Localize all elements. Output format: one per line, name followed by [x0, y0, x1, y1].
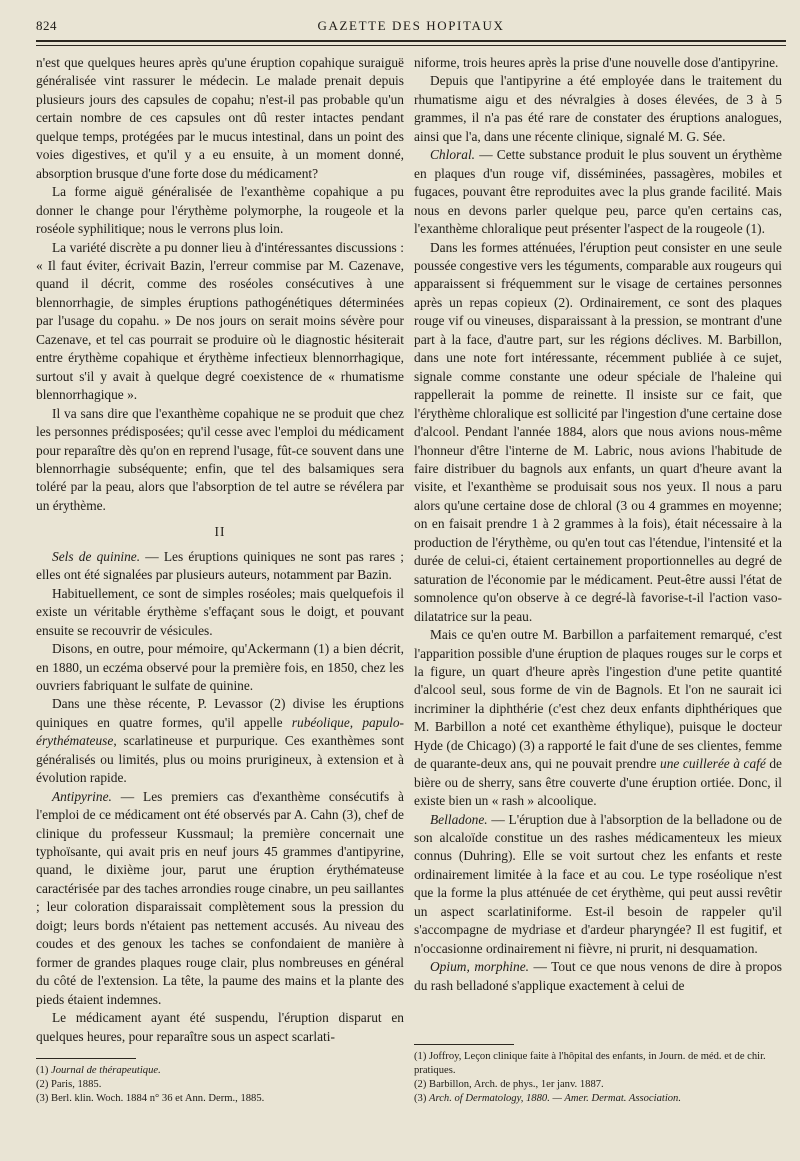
paragraph-text: , scarlatineuse et purpurique. Ces exanthèmes sont généralisés ou limités, plus ou moins prurigineux, à extension et à évolution rapide.	[36, 733, 404, 786]
footnote	[414, 1092, 782, 1106]
paragraph	[414, 811, 782, 959]
paragraph-title: Antipyrine.	[52, 788, 112, 804]
paragraph	[414, 626, 782, 811]
paragraph: La variété discrète a pu donner lieu à d'intéressantes discussions : « Il faut éviter, écrivait Bazin, l'erreur commise par M. Cazenave, quand il décrit, comme des roséoles consécutives à une blennorrhagie, de simples éruptions pathogénétiques déterminées par l'usage du copahu. » De nos jours on serait moins sévère pour Cazenave, et tel cas pourrait se produire où le diagnostic hésiterait entre érythème copahique et érythème infectieux blennorrhagique, surtout s'il y avait à quelque degré coexistence de « rhumatisme blennorrhagique ».	[36, 239, 404, 403]
italic-term: rubéolique, papulo-érythémateuse	[36, 714, 404, 749]
journal-title: GAZETTE DES HOPITAUX	[317, 18, 505, 33]
header-rule-thin	[36, 45, 786, 46]
footnote-rule	[414, 1044, 514, 1045]
paragraph-text: — Les éruptions quiniques ne sont pas rares ; elles ont été signalées par plusieurs auteurs, notamment par Bazin.	[36, 548, 404, 583]
section-heading: II	[214, 524, 226, 540]
footnote-text: Barbillon, Arch. de phys., 1er janv. 1887.	[429, 1079, 604, 1090]
paragraph-text: — Tout ce que nous venons de dire à propos du rash belladoné s'applique exactement à celui de	[414, 959, 782, 993]
footnote-number: (3)	[414, 1093, 430, 1104]
paragraph: Le médicament ayant été suspendu, l'éruption disparut en quelques heures, pour reparaître sous un aspect scarlati-	[36, 1010, 404, 1044]
paragraph: Disons, en outre, pour mémoire, qu'Ackermann (1) a bien décrit, en 1880, un eczéma observé pour la première fois, en 1850, chez les ouvriers fabriquant le sulfate de quinine.	[36, 641, 404, 693]
footnote-rule	[36, 1058, 136, 1059]
right-column	[414, 54, 782, 995]
footnote	[414, 1078, 782, 1092]
page-header	[36, 16, 786, 38]
header-rule-thick	[36, 40, 786, 42]
paragraph: Il va sans dire que l'exanthème copahique ne se produit que chez les personnes prédisposées; qu'il cesse avec l'emploi du médicament pour reparaître dès qu'on en reprend l'usage, fût-ce souvent dans une blennorrhagie subséquente; enfin, que tel des balsamiques sera toléré par la peau, alors que l'absorption de tel autre se révélera par un érythème.	[36, 405, 404, 513]
footnote	[36, 1078, 404, 1092]
paragraph	[36, 548, 404, 585]
left-column	[36, 54, 404, 1046]
paragraph-title: Sels de quinine.	[52, 548, 141, 564]
paragraph: Depuis que l'antipyrine a été employée dans le traitement du rhumatisme aigu et des névralgies à doses élevées, de 3 à 5 grammes, il n'a pas été rare de constater des éruptions analogues, ainsi que l'a, dans une récente clinique, signalé M. G. Sée.	[414, 73, 782, 144]
paragraph-text: — L'éruption due à l'absorption de la belladone ou de son alcaloïde constitue un des rashes médicamenteux les mieux connus (Duhring). Elle se voit surtout chez les enfants et reste ordinairement limitée à la face et au cou. Le type roséolique n'est que la forme la plus atténuée de cet érythème, qui peut aussi revêtir un aspect scarlatiniforme. Est-il besoin de rappeler qu'il s'accompagne de mydriase et d'ardeur pharyngée? Il est fugitif, et n'occasionne ordinairement ni fièvre, ni prurit, ni desquamation.	[414, 811, 782, 956]
paragraph	[414, 958, 782, 995]
paragraph	[36, 788, 404, 1009]
paragraph: La forme aiguë généralisée de l'exanthème copahique a pu donner le change pour l'érythème polymorphe, la rougeole et la roséole syphilitique; nous le verrons plus loin.	[36, 184, 404, 237]
paragraph-title: Chloral.	[430, 147, 476, 163]
footnote-text: Joffroy, Leçon clinique faite à l'hôpital des enfants, in Journ. de méd. et de chir. pratiques.	[414, 1051, 766, 1076]
footnote-number: (1)	[36, 1065, 52, 1076]
paragraph: Dans les formes atténuées, l'éruption peut consister en une seule poussée congestive vers les téguments, comparable aux rougeurs qui apparaissent si fréquemment sur le visage de certaines personnes après un repas copieux (2). Ordinairement, ce sont des plaques rouge vif ou vineuses, disparaissant à la pression, se montrant d'une part à la face, d'autre part, sur les régions déclives. M. Barbillon, dans une note fort intéressante, récemment publiée à ce sujet, signale comme constante une odeur spéciale de l'haleine qui rappellerait la pomme de reinette. Il insiste sur ce fait, que l'érythème chloralique est sollicité par l'ingestion d'une certaine dose d'alcool. Pendant l'année 1884, alors que nous avions nous-même l'honneur d'être l'interne de M. Labric, nous avions l'habitude de faire distribuer du bagnols aux enfants, un quart d'heure avant la visite, et l'exanthème se produisait sous nos yeux. Il nous a paru alors qu'une certaine dose de chloral (3 ou 4 grammes en moyenne; on en faisait prendre 1 à 2 grammes à la fois), était nécessaire à la production de l'érythème, ou qu'en tout cas l'étendue, l'intensité et la durée de celui-ci, étaient certainement proportionnelles au degré de saturation de l'économie par le médicament. Peut-être aussi l'état de somnolence qu'on observe à ce degré-là favorise-t-il l'action vaso-dilatatrice sur la peau.	[414, 239, 782, 624]
footnote-text: Berl. klin. Woch. 1884 n° 36 et Ann. Derm., 1885.	[51, 1093, 265, 1104]
paragraph-text: — Cette substance produit le plus souvent un érythème en plaques d'un rouge vif, disséminées, passagères, mobiles et fugaces, pouvant être reproduites avec la plus grande facilité. Mais nous en devons parler quelque peu, parce qu'en certains cas, l'exanthème chloralique peut présenter l'aspect de la rougeole (1).	[414, 147, 782, 237]
footnote-text: Paris, 1885.	[51, 1079, 102, 1090]
paragraph-title: Opium, morphine.	[430, 959, 529, 975]
paragraph-text: Dans une thèse récente, P. Levassor (2) divise les éruptions quiniques en quatre formes, qu'il appelle	[36, 696, 404, 730]
footnote	[36, 1064, 404, 1078]
footnote-text: Arch. of Dermatology, 1880. — Amer. Dermat. Association.	[429, 1093, 681, 1104]
footnote	[414, 1050, 782, 1078]
paragraph: n'est que quelques heures après qu'une éruption copahique suraiguë généralisée vint rassurer le médecin. Le malade prenait depuis plusieurs jours des capsules de copahu; n'est-il pas probable qu'un certain nombre de ces capsules ont dû rester intactes pendant quelque temps, protégées par le mucus intestinal, dans un point des voies digestives, et qu'il y a eu ensuite, à un moment donné, absorption brusque d'une forte dose du médicament?	[36, 55, 404, 181]
paragraph-text: Mais ce qu'en outre M. Barbillon a parfaitement remarqué, c'est l'apparition possible d'une éruption de plaques rouges sur le corps et la figure, un quart d'heure après l'ingestion d'une petite quantité d'alcool seul, sous forme de vin de Bagnols. Et l'on ne saurait ici incriminer la diphthérie (c'est chez deux enfants diphthériques que M. Barbillon a noté cet exanthème éthylique), puisque le docteur Hyde (de Chicago) (3) a rapporté le fait d'une de ses clientes, femme de quarante-deux ans, qui ne pouvait prendre	[414, 627, 782, 772]
footnote-number: (2)	[36, 1079, 52, 1090]
italic-term: une cuillerée à café	[660, 756, 766, 772]
paragraph	[414, 146, 782, 238]
paragraph	[36, 695, 404, 787]
page-number: 824	[36, 18, 57, 33]
paragraph: niforme, trois heures après la prise d'une nouvelle dose d'antipyrine.	[414, 55, 779, 70]
paragraph-text: — Les premiers cas d'exanthème consécutifs à l'emploi de ce médicament ont été observés par A. Cahn (3), chef de clinique du professeur Kussmaul; la première concernait une typhoïsante, qui avait pris en neuf jours 45 grammes d'antipyrine, quand, le dixième jour, parut une éruption érythémateuse caractérisée par des taches arrondies rouge cinabre, un peu saillantes ; leur coloration disparaissait complètement sous la pression du doigt; leurs bords n'étaient pas nettement accusés. Au niveau des coudes et des genoux les taches se confondaient de manière à former de grandes plaques rouge clair, plus nombreuses en général du côté de l'extension. La tête, la paume des mains et la plante des pieds étaient indemnes.	[36, 788, 404, 1007]
footnote	[36, 1092, 404, 1106]
footnote-number: (1)	[414, 1051, 430, 1062]
paragraph-title: Belladone.	[430, 811, 488, 827]
right-footnotes	[414, 1050, 782, 1106]
footnote-number: (2)	[414, 1079, 430, 1090]
paragraph: Habituellement, ce sont de simples roséoles; mais quelquefois il existe un véritable érythème s'effaçant sous le doigt, et pouvant ensuite se recouvrir de vésicules.	[36, 585, 404, 638]
footnote-text: Journal de thérapeutique.	[51, 1065, 161, 1076]
left-footnotes	[36, 1064, 404, 1106]
paragraph-text: de bière ou de sherry, sans être couverte d'une éruption ortiée. Donc, il existe bien un « rash » alcoolique.	[414, 756, 782, 809]
footnote-number: (3)	[36, 1093, 52, 1104]
